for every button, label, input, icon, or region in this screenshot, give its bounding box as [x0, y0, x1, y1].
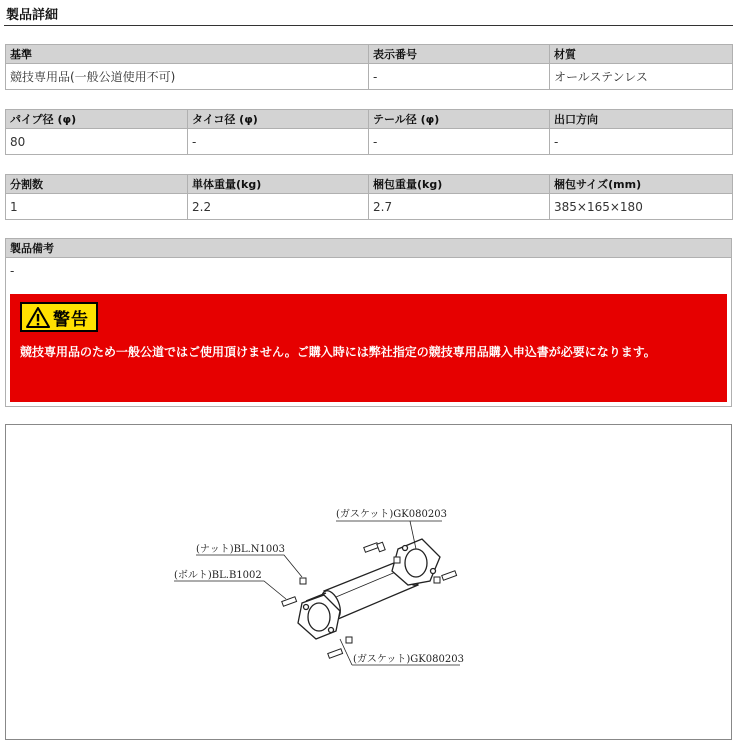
table-header-row [6, 175, 733, 194]
header-exit-direction: 出口方向 [550, 110, 733, 129]
table-header-row [6, 110, 733, 129]
warning-label: 警告 [53, 309, 89, 330]
header-tail-diameter: テール径 (φ) [369, 110, 550, 129]
header-split-count: 分割数 [6, 175, 188, 194]
warning-badge [20, 302, 98, 332]
product-notes [5, 238, 732, 407]
label-bolt: (ボルト)BL.B1002 [174, 570, 262, 581]
value-unit-weight: 2.2 [188, 194, 369, 220]
label-gasket-top: (ガスケット)GK080203 [336, 509, 447, 520]
header-material: 材質 [550, 45, 733, 64]
table-row [6, 129, 733, 155]
table-header-row [6, 45, 733, 64]
label-nut: (ナット)BL.N1003 [196, 544, 285, 555]
value-tail-diameter: - [369, 129, 550, 155]
header-unit-weight: 単体重量(kg) [188, 175, 369, 194]
header-silencer-diameter: タイコ径 (φ) [188, 110, 369, 129]
notes-value: - [10, 264, 15, 278]
label-gasket-bottom: (ガスケット)GK080203 [353, 654, 464, 665]
table-row [6, 64, 733, 90]
header-pipe-diameter: パイプ径 (φ) [6, 110, 188, 129]
value-exit-direction: - [550, 129, 733, 155]
spec-table-weight [5, 174, 733, 220]
page-title: 製品詳細 [6, 8, 59, 23]
warning-text: 競技専用品のため一般公道ではご使用頂けません。ご購入時には弊社指定の競技専用品購入申込書が必要になります。 [20, 345, 656, 359]
value-package-weight: 2.7 [369, 194, 550, 220]
header-package-size: 梱包サイズ(mm) [550, 175, 733, 194]
notes-header: 製品備考 [6, 239, 731, 258]
warning-box [10, 294, 727, 402]
parts-diagram [5, 424, 732, 740]
warning-triangle-icon [26, 307, 50, 328]
spec-table-standard [5, 44, 733, 90]
header-display-number: 表示番号 [369, 45, 550, 64]
value-standard: 競技専用品(一般公道使用不可) [6, 64, 369, 90]
value-material: オールステンレス [550, 64, 733, 90]
title-divider [4, 25, 733, 26]
value-split-count: 1 [6, 194, 188, 220]
header-package-weight: 梱包重量(kg) [369, 175, 550, 194]
value-display-number: - [369, 64, 550, 90]
header-standard: 基準 [6, 45, 369, 64]
spec-table-diameter [5, 109, 733, 155]
value-pipe-diameter: 80 [6, 129, 188, 155]
value-package-size: 385×165×180 [550, 194, 733, 220]
value-silencer-diameter: - [188, 129, 369, 155]
table-row [6, 194, 733, 220]
exhaust-pipe-illustration [6, 425, 731, 739]
